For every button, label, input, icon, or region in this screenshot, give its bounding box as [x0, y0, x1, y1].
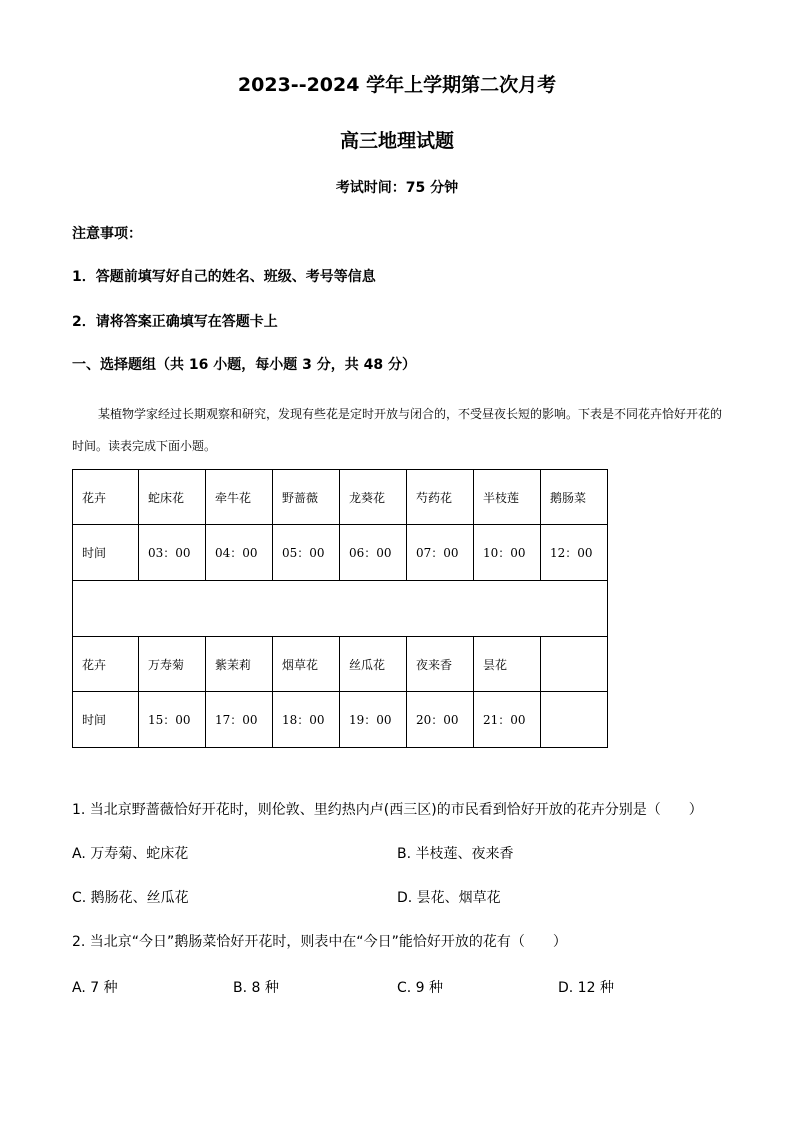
table-cell: 昙花 — [474, 637, 541, 692]
table-cell: 紫茉莉 — [206, 637, 273, 692]
exam-title: 2023--2024 学年上学期第二次月考 — [237, 74, 557, 96]
table-cell: 04：00 — [206, 525, 273, 581]
table-cell: 03：00 — [139, 525, 206, 581]
table-cell: 半枝莲 — [474, 470, 541, 525]
table-cell: 花卉 — [73, 470, 139, 525]
table-cell: 夜来香 — [407, 637, 474, 692]
question-2-option-a[interactable]: A. 7 种 — [72, 980, 118, 996]
table-cell: 时间 — [73, 525, 139, 581]
table-cell: 时间 — [73, 692, 139, 748]
exam-subtitle: 高三地理试题 — [339, 130, 454, 152]
question-1-option-a[interactable]: A. 万寿菊、蛇床花 — [72, 846, 189, 862]
table-cell: 野蔷薇 — [273, 470, 340, 525]
question-2-option-c[interactable]: C. 9 种 — [397, 980, 444, 996]
table-cell: 烟草花 — [273, 637, 340, 692]
table-row — [73, 525, 608, 581]
table-row — [73, 637, 608, 692]
table-cell: 17：00 — [206, 692, 273, 748]
flower-time-table — [72, 469, 608, 748]
question-intro: 某植物学家经过长期观察和研究，发现有些花是定时开放与闭合的，不受昼夜长短的影响。下表是不同花卉恰好开花的时间。读表完成下面小题。 — [72, 407, 723, 453]
table-cell: 蛇床花 — [139, 470, 206, 525]
table-spacer-row — [73, 581, 608, 637]
table-cell: 龙葵花 — [340, 470, 407, 525]
question-1-option-d[interactable]: D. 昙花、烟草花 — [397, 890, 501, 906]
notice-item-1: 1．答题前填写好自己的姓名、班级、考号等信息 — [72, 269, 376, 285]
exam-time: 考试时间：75 分钟 — [335, 180, 459, 196]
notice-item-2: 2．请将答案正确填写在答题卡上 — [72, 314, 278, 330]
table-cell: 19：00 — [340, 692, 407, 748]
table-cell: 牵牛花 — [206, 470, 273, 525]
notice-heading: 注意事项： — [72, 226, 142, 242]
table-cell: 芍药花 — [407, 470, 474, 525]
table-cell — [541, 692, 608, 748]
table-cell: 10：00 — [474, 525, 541, 581]
question-1-option-c[interactable]: C. 鹅肠花、丝瓜花 — [72, 890, 189, 906]
question-1-stem: 1. 当北京野蔷薇恰好开花时，则伦敦、里约热内卢(西三区)的市民看到恰好开放的花卉分别是（ ） — [72, 802, 703, 818]
table-cell: 05：00 — [273, 525, 340, 581]
table-cell: 12：00 — [541, 525, 608, 581]
section-heading: 一、选择题组（共 16 小题，每小题 3 分，共 48 分） — [72, 357, 416, 373]
table-row — [73, 470, 608, 525]
table-cell — [541, 637, 608, 692]
table-row — [73, 692, 608, 748]
table-cell: 20：00 — [407, 692, 474, 748]
table-cell-empty — [73, 581, 608, 637]
table-cell: 万寿菊 — [139, 637, 206, 692]
table-cell: 丝瓜花 — [340, 637, 407, 692]
table-cell: 06：00 — [340, 525, 407, 581]
question-2-option-b[interactable]: B. 8 种 — [233, 980, 279, 996]
table-cell: 花卉 — [73, 637, 139, 692]
table-cell: 18：00 — [273, 692, 340, 748]
question-2-option-d[interactable]: D. 12 种 — [558, 980, 614, 996]
table-cell: 15：00 — [139, 692, 206, 748]
table-cell: 07：00 — [407, 525, 474, 581]
table-cell: 鹅肠菜 — [541, 470, 608, 525]
question-2-stem: 2. 当北京“今日”鹅肠菜恰好开花时，则表中在“今日”能恰好开放的花有（ ） — [72, 934, 567, 950]
question-1-option-b[interactable]: B. 半枝莲、夜来香 — [397, 846, 514, 862]
table-cell: 21：00 — [474, 692, 541, 748]
